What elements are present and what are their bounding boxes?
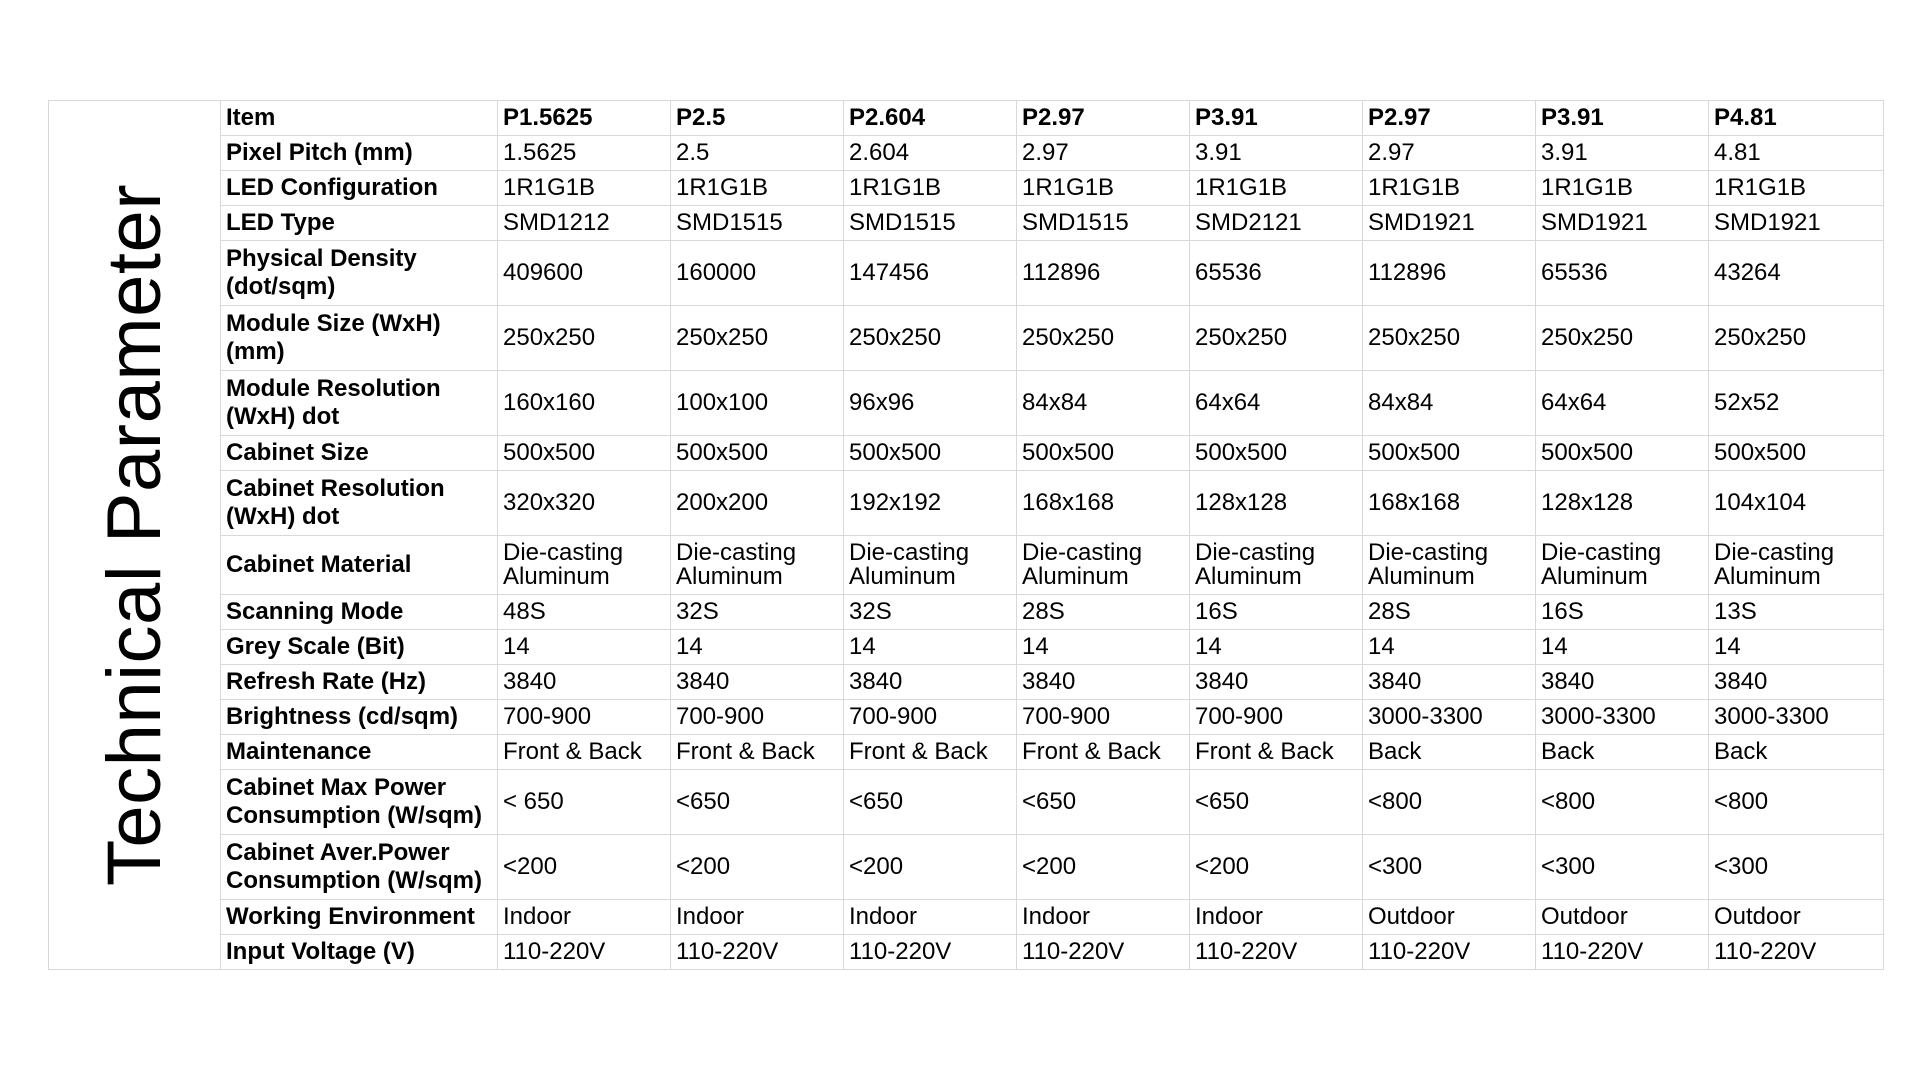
parameter-value: Die-casting Aluminum [671, 536, 844, 595]
parameter-label: Pixel Pitch (mm) [221, 136, 498, 171]
parameter-value: <800 [1709, 770, 1884, 835]
parameter-value: 500x500 [498, 436, 671, 471]
parameter-value: 250x250 [844, 306, 1017, 371]
parameter-value: 48S [498, 595, 671, 630]
parameter-value: <650 [1017, 770, 1190, 835]
parameter-label: Grey Scale (Bit) [221, 630, 498, 665]
parameter-value: <200 [498, 835, 671, 900]
parameter-value: Back [1536, 735, 1709, 770]
parameter-value: 3000-3300 [1363, 700, 1536, 735]
parameter-value: SMD1921 [1536, 206, 1709, 241]
parameter-value: SMD1921 [1363, 206, 1536, 241]
parameter-value: 3840 [1536, 665, 1709, 700]
parameter-value: 2.604 [844, 136, 1017, 171]
parameter-label: Working Environment [221, 900, 498, 935]
parameter-value: SMD1212 [498, 206, 671, 241]
parameter-value: 500x500 [1363, 436, 1536, 471]
parameter-value: 3000-3300 [1536, 700, 1709, 735]
parameter-label: Maintenance [221, 735, 498, 770]
parameter-value: 84x84 [1363, 371, 1536, 436]
parameter-value: 168x168 [1017, 471, 1190, 536]
table-row [49, 735, 1884, 770]
parameter-value: 500x500 [1190, 436, 1363, 471]
parameter-value: 14 [498, 630, 671, 665]
parameter-value: 500x500 [1536, 436, 1709, 471]
parameter-value: <300 [1536, 835, 1709, 900]
table-row [49, 471, 1884, 536]
parameter-value: 1.5625 [498, 136, 671, 171]
parameter-value: Indoor [844, 900, 1017, 935]
parameter-value: 16S [1190, 595, 1363, 630]
table-row [49, 371, 1884, 436]
parameter-value: 65536 [1190, 241, 1363, 306]
parameter-value: <800 [1363, 770, 1536, 835]
parameter-value: 192x192 [844, 471, 1017, 536]
parameter-value: Outdoor [1536, 900, 1709, 935]
parameter-value: 500x500 [671, 436, 844, 471]
parameter-value: Back [1363, 735, 1536, 770]
parameter-value: 112896 [1363, 241, 1536, 306]
parameter-value: <650 [844, 770, 1017, 835]
parameter-value: 96x96 [844, 371, 1017, 436]
parameter-value: Die-casting Aluminum [498, 536, 671, 595]
parameter-value: 128x128 [1190, 471, 1363, 536]
parameter-value: 13S [1709, 595, 1884, 630]
parameter-value: 1R1G1B [671, 171, 844, 206]
parameter-value: Front & Back [844, 735, 1017, 770]
header-item-label: Item [221, 101, 498, 136]
table-row [49, 136, 1884, 171]
parameter-value: 32S [671, 595, 844, 630]
parameter-label: Cabinet Size [221, 436, 498, 471]
parameter-value: SMD1515 [844, 206, 1017, 241]
parameter-value: 14 [1536, 630, 1709, 665]
parameter-label: Module Size (WxH) (mm) [221, 306, 498, 371]
parameter-value: Front & Back [671, 735, 844, 770]
parameter-value: Indoor [498, 900, 671, 935]
parameter-value: 1R1G1B [1709, 171, 1884, 206]
parameter-value: 110-220V [671, 935, 844, 970]
table-row [49, 171, 1884, 206]
parameter-value: 147456 [844, 241, 1017, 306]
parameter-value: 1R1G1B [1536, 171, 1709, 206]
parameter-value: <200 [671, 835, 844, 900]
header-model: P3.91 [1190, 101, 1363, 136]
parameter-value: SMD1921 [1709, 206, 1884, 241]
parameter-value: 2.5 [671, 136, 844, 171]
table-header-row [49, 101, 1884, 136]
parameter-label: Refresh Rate (Hz) [221, 665, 498, 700]
parameter-value: 250x250 [1190, 306, 1363, 371]
parameter-value: 500x500 [1017, 436, 1190, 471]
header-model: P1.5625 [498, 101, 671, 136]
parameter-label: Physical Density (dot/sqm) [221, 241, 498, 306]
parameter-value: 700-900 [844, 700, 1017, 735]
parameter-value: 52x52 [1709, 371, 1884, 436]
parameter-value: 250x250 [1017, 306, 1190, 371]
parameter-value: 320x320 [498, 471, 671, 536]
parameter-value: 1R1G1B [1017, 171, 1190, 206]
parameter-value: Back [1709, 735, 1884, 770]
parameter-value: 3840 [1363, 665, 1536, 700]
header-model: P2.97 [1363, 101, 1536, 136]
table-row [49, 700, 1884, 735]
parameter-value: <800 [1536, 770, 1709, 835]
parameter-label: LED Configuration [221, 171, 498, 206]
parameter-value: 14 [1709, 630, 1884, 665]
parameter-value: <300 [1363, 835, 1536, 900]
parameter-value: 3840 [498, 665, 671, 700]
table-row [49, 935, 1884, 970]
table-row [49, 241, 1884, 306]
table-row [49, 536, 1884, 595]
parameter-value: 32S [844, 595, 1017, 630]
parameter-value: 28S [1017, 595, 1190, 630]
parameter-value: 1R1G1B [1363, 171, 1536, 206]
parameter-value: Front & Back [1190, 735, 1363, 770]
parameter-value: 110-220V [1536, 935, 1709, 970]
parameter-value: Front & Back [498, 735, 671, 770]
parameter-value: 14 [1017, 630, 1190, 665]
parameter-value: 2.97 [1363, 136, 1536, 171]
parameter-value: 160000 [671, 241, 844, 306]
header-model: P4.81 [1709, 101, 1884, 136]
parameter-value: 84x84 [1017, 371, 1190, 436]
parameter-value: Die-casting Aluminum [1536, 536, 1709, 595]
parameter-value: 1R1G1B [1190, 171, 1363, 206]
parameter-value: Indoor [1017, 900, 1190, 935]
parameter-value: 100x100 [671, 371, 844, 436]
parameter-value: Die-casting Aluminum [1363, 536, 1536, 595]
side-title-cell [49, 101, 221, 970]
parameter-value: Indoor [671, 900, 844, 935]
parameter-value: SMD1515 [671, 206, 844, 241]
parameter-value: 110-220V [1363, 935, 1536, 970]
header-model: P3.91 [1536, 101, 1709, 136]
parameter-value: 14 [1363, 630, 1536, 665]
parameter-value: 104x104 [1709, 471, 1884, 536]
table-row [49, 306, 1884, 371]
parameter-value: Die-casting Aluminum [844, 536, 1017, 595]
parameter-value: 3.91 [1190, 136, 1363, 171]
parameter-value: SMD2121 [1190, 206, 1363, 241]
table-row [49, 206, 1884, 241]
parameter-value: <650 [671, 770, 844, 835]
parameter-value: 250x250 [1363, 306, 1536, 371]
parameter-value: 1R1G1B [844, 171, 1017, 206]
parameter-value: 3840 [1709, 665, 1884, 700]
parameter-label: Scanning Mode [221, 595, 498, 630]
parameter-value: 28S [1363, 595, 1536, 630]
table-row [49, 595, 1884, 630]
parameter-value: 700-900 [1190, 700, 1363, 735]
parameter-label: Cabinet Aver.Power Consumption (W/sqm) [221, 835, 498, 900]
parameter-value: 64x64 [1190, 371, 1363, 436]
parameter-value: 250x250 [671, 306, 844, 371]
parameter-value: 700-900 [671, 700, 844, 735]
parameter-value: 3.91 [1536, 136, 1709, 171]
parameter-value: Indoor [1190, 900, 1363, 935]
parameter-value: 700-900 [498, 700, 671, 735]
parameter-value: 4.81 [1709, 136, 1884, 171]
table-row [49, 665, 1884, 700]
parameter-value: 112896 [1017, 241, 1190, 306]
parameter-value: 43264 [1709, 241, 1884, 306]
parameter-value: 14 [671, 630, 844, 665]
parameter-value: Outdoor [1363, 900, 1536, 935]
parameter-value: 250x250 [498, 306, 671, 371]
parameter-value: <200 [1190, 835, 1363, 900]
parameter-value: 700-900 [1017, 700, 1190, 735]
table-row [49, 436, 1884, 471]
table-row [49, 900, 1884, 935]
parameter-value: 3840 [1190, 665, 1363, 700]
parameter-label: Input Voltage (V) [221, 935, 498, 970]
parameter-value: <300 [1709, 835, 1884, 900]
parameter-value: 250x250 [1536, 306, 1709, 371]
table-row [49, 630, 1884, 665]
parameter-value: 64x64 [1536, 371, 1709, 436]
parameter-value: 409600 [498, 241, 671, 306]
parameter-value: 110-220V [1709, 935, 1884, 970]
parameter-value: 500x500 [844, 436, 1017, 471]
parameter-value: 500x500 [1709, 436, 1884, 471]
parameter-value: 3840 [671, 665, 844, 700]
parameter-label: LED Type [221, 206, 498, 241]
parameter-value: <200 [844, 835, 1017, 900]
parameter-value: 110-220V [1190, 935, 1363, 970]
parameter-value: 14 [844, 630, 1017, 665]
parameter-value: 200x200 [671, 471, 844, 536]
side-title: Technical Parameter [91, 183, 177, 887]
parameter-value: 110-220V [498, 935, 671, 970]
parameter-value: Die-casting Aluminum [1017, 536, 1190, 595]
table-row [49, 835, 1884, 900]
parameter-label: Cabinet Material [221, 536, 498, 595]
parameter-value: 110-220V [1017, 935, 1190, 970]
parameter-value: Die-casting Aluminum [1709, 536, 1884, 595]
parameter-value: < 650 [498, 770, 671, 835]
parameter-value: 2.97 [1017, 136, 1190, 171]
parameter-value: SMD1515 [1017, 206, 1190, 241]
parameter-value: 16S [1536, 595, 1709, 630]
parameter-value: <650 [1190, 770, 1363, 835]
parameter-value: 14 [1190, 630, 1363, 665]
header-model: P2.97 [1017, 101, 1190, 136]
parameter-value: 110-220V [844, 935, 1017, 970]
parameter-value: <200 [1017, 835, 1190, 900]
parameter-value: 160x160 [498, 371, 671, 436]
parameter-value: 65536 [1536, 241, 1709, 306]
parameter-value: 1R1G1B [498, 171, 671, 206]
parameter-label: Brightness (cd/sqm) [221, 700, 498, 735]
parameter-value: Outdoor [1709, 900, 1884, 935]
parameter-value: Front & Back [1017, 735, 1190, 770]
parameter-label: Module Resolution (WxH) dot [221, 371, 498, 436]
parameter-label: Cabinet Max Power Consumption (W/sqm) [221, 770, 498, 835]
header-model: P2.604 [844, 101, 1017, 136]
parameter-value: 168x168 [1363, 471, 1536, 536]
parameter-label: Cabinet Resolution (WxH) dot [221, 471, 498, 536]
parameter-value: 250x250 [1709, 306, 1884, 371]
parameter-value: 3840 [1017, 665, 1190, 700]
parameter-value: Die-casting Aluminum [1190, 536, 1363, 595]
technical-parameter-table [48, 100, 1884, 970]
header-model: P2.5 [671, 101, 844, 136]
table-row [49, 770, 1884, 835]
parameter-value: 3000-3300 [1709, 700, 1884, 735]
parameter-value: 128x128 [1536, 471, 1709, 536]
parameter-value: 3840 [844, 665, 1017, 700]
